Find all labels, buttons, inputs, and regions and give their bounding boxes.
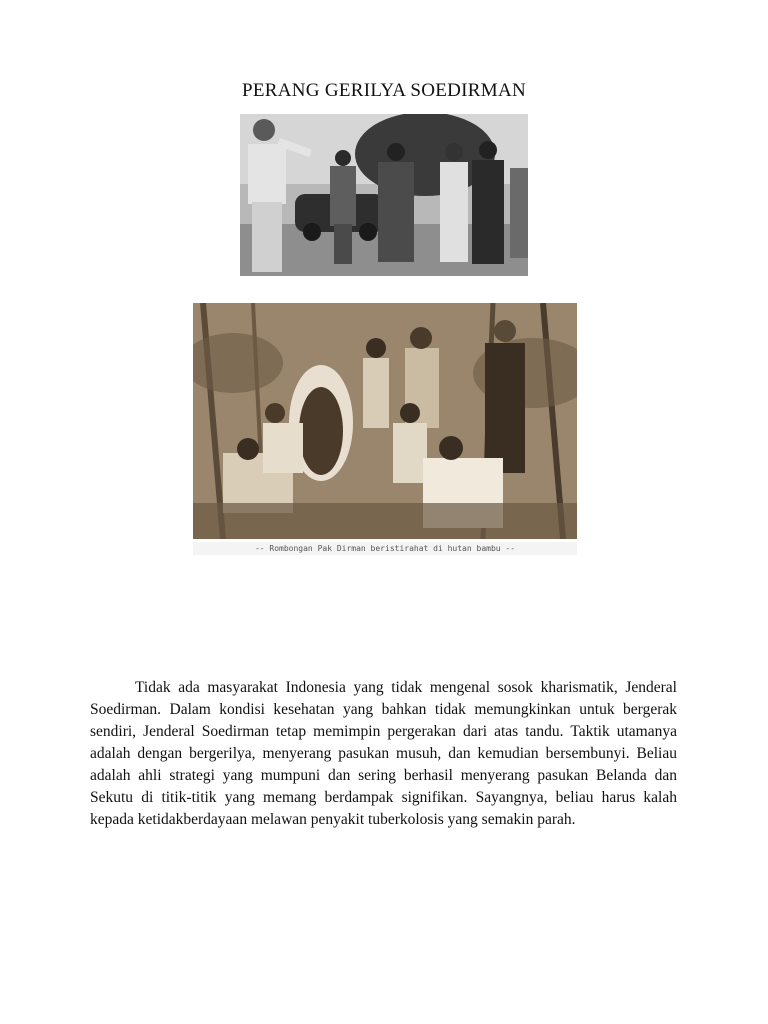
page-title: PERANG GERILYA SOEDIRMAN <box>242 80 526 101</box>
body-paragraph: Tidak ada masyarakat Indonesia yang tidak mengenal sosok kharismatik, Jenderal Soedirman. Dalam kondisi kesehatan yang bahkan tidak memungkinkan untuk bergerak sendiri, Jenderal Soedirman tetap memimpin pergerakan dari atas tandu. Taktik utamanya adalah dengan bergerilya, menyerang pasukan musuh, dan kemudian bersembunyi. Beliau adalah ahli strategi yang mumpuni dan sering berhasil menyerang pasukan Belanda dan Sekutu di titik-titik yang memang berdampak signifikan. Sayangnya, beliau harus kalah kepada ketidakberdayaan melawan penyakit tuberkolosis yang semakin parah. <box>90 679 677 828</box>
photo-caption: -- Rombongan Pak Dirman beristirahat di hutan bambu -- <box>193 542 577 555</box>
ceremony-photo <box>240 114 528 276</box>
bamboo-forest-photo <box>193 303 577 539</box>
